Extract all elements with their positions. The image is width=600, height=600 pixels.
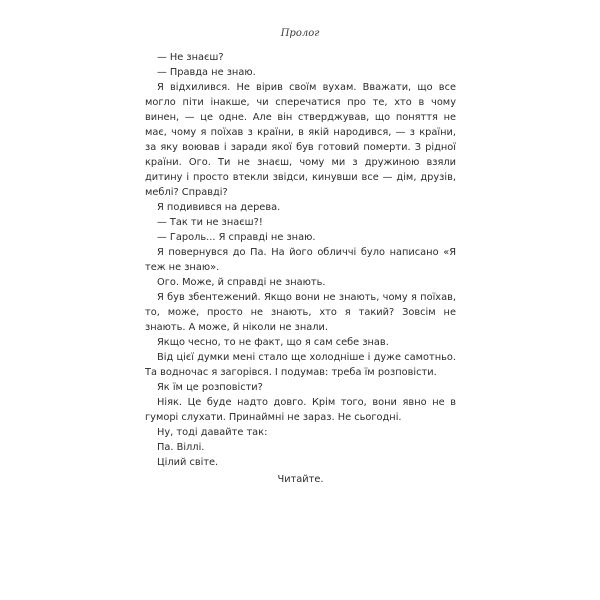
paragraph: Цілий світе. bbox=[157, 457, 219, 468]
paragraph: Я був збентежений. Якщо вони не знають, чому я поїхав, то, може, просто не знають, хто я такий? Зовсім не знають. А може, й ніколи не знали. bbox=[145, 292, 456, 333]
paragraph: Я відхилився. Не вірив своїм вухам. Вважати, що все могло піти інакше, чи сперечатися про те, хто в чому винен, — це одне. Але він стверджував, що поняття не має, чому я поїхав з країни, в якій народився, — з країни, за яку воював і заради якої був готовий померти. З рідної країни. Ого. Ти не знаєш, чому ми з дружиною взяли дитину і просто втекли звідси, кинувши все — дім, друзів, меблі? Справді? bbox=[145, 82, 456, 198]
paragraph: Якщо чесно, то не факт, що я сам себе знав. bbox=[157, 337, 389, 348]
closing-line: Читайте. bbox=[277, 474, 324, 485]
paragraph: Ого. Може, й справді не знають. bbox=[157, 277, 326, 288]
paragraph: — Так ти не знаєш?! bbox=[157, 217, 263, 228]
running-head: Пролог bbox=[280, 28, 320, 39]
paragraph: — Гароль... Я справді не знаю. bbox=[157, 232, 316, 243]
paragraph: — Правда не знаю. bbox=[157, 67, 256, 78]
paragraph: Я повернувся до Па. На його обличчі було написано «Я теж не знаю». bbox=[145, 247, 456, 273]
paragraph: Як їм це розповісти? bbox=[157, 382, 263, 393]
paragraph: Я подивився на дерева. bbox=[157, 202, 281, 213]
paragraph: Від цієї думки мені стало ще холодніше і дуже самотньо. Та водночас я загорівся. І подумав: треба їм розповісти. bbox=[145, 352, 456, 378]
paragraph: — Не знаєш? bbox=[157, 52, 224, 63]
body-text bbox=[145, 50, 456, 487]
paragraph: Ніяк. Це буде надто довго. Крім того, вони явно не в гуморі слухати. Принаймні не зараз. Не сьогодні. bbox=[145, 397, 456, 423]
paragraph: Па. Віллі. bbox=[157, 442, 205, 453]
paragraph: Ну, тоді давайте так: bbox=[157, 427, 268, 438]
